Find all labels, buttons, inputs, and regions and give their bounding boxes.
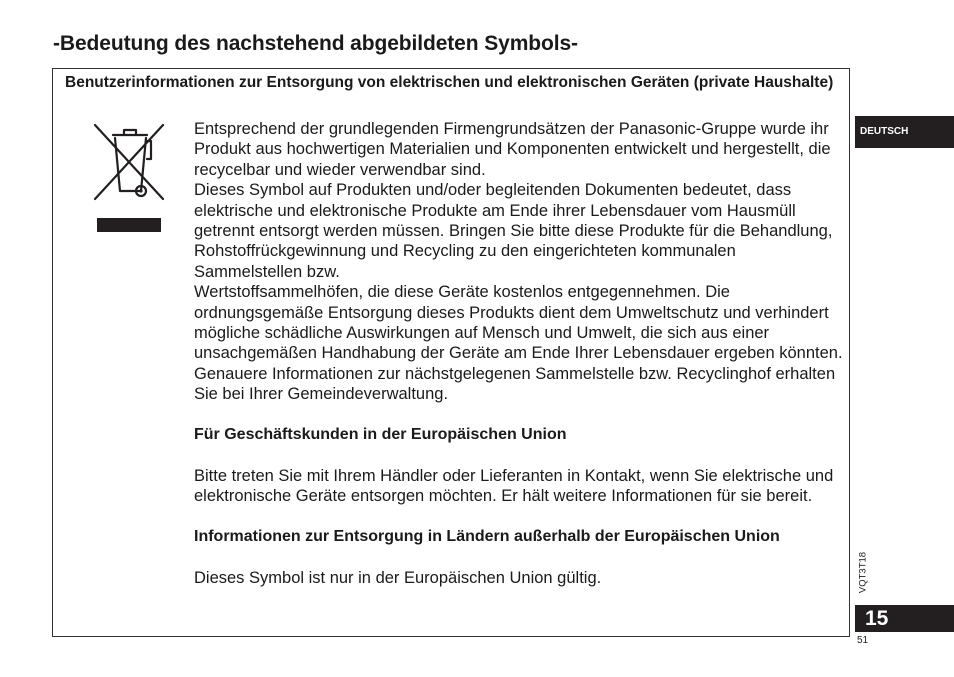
paragraph-symbol-meaning: Dieses Symbol auf Produkten und/oder begleitenden Dokumenten bedeutet, dass elektrische und elektronische Produkte am Ende ihrer Lebensdauer vom Hausmüll getrennt entsorgt werden müssen. Bringen Sie bitte diese Produkte für die Behandlung, Rohstoffrückgewinnung und Recycling zu den eingerichteten kommunalen Sammelstellen bzw. — [194, 181, 833, 281]
weee-info-box — [52, 68, 850, 637]
doc-code-text: VQT3T18 — [857, 551, 869, 594]
paragraph-intro: Entsprechend der grundlegenden Firmengrundsätzen der Panasonic-Gruppe wurde ihr Produkt aus hochwertigen Materialien und Komponenten entwickelt und hergestellt, die recycelbar und wieder verwendbar sind. — [194, 120, 831, 179]
outside-eu-text: Dieses Symbol ist nur in der Europäischen Union gültig. — [194, 568, 602, 587]
business-heading: Für Geschäftskunden in der Europäischen Union — [194, 426, 567, 444]
outside-eu-heading: Informationen zur Entsorgung in Ländern außerhalb der Europäischen Union — [194, 528, 780, 546]
page-number: 15 — [855, 605, 954, 632]
box-title: Benutzerinformationen zur Entsorgung von elektrischen und elektronischen Geräten (private Haushalte) — [65, 74, 834, 91]
page-heading: -Bedeutung des nachstehend abgebildeten Symbols- — [53, 32, 578, 55]
weee-marking-bar — [97, 218, 161, 232]
crossed-out-wheeled-bin-icon — [89, 119, 169, 205]
paragraph-collection-points: Wertstoffsammelhöfen, die diese Geräte kostenlos entgegennehmen. Die ordnungsgemäße Entsorgung dieses Produkts dient dem Umweltschutz und verhindert mögliche schädliche Auswirkungen auf Mensch und Umwelt, die sich aus einer unsachgemäßen Handhabung der Geräte am Ende Ihrer Lebensdauer ergeben könnten. — [194, 283, 843, 363]
language-tab: DEUTSCH — [855, 116, 954, 148]
page-sub-number: 51 — [857, 635, 869, 646]
paragraph-more-info: Genauere Informationen zur nächstgelegenen Sammelstelle bzw. Recyclinghof erhalten Sie bei Ihrer Gemeindeverwaltung. — [194, 364, 836, 404]
box-body — [194, 119, 844, 588]
doc-code — [857, 548, 869, 598]
business-text: Bitte treten Sie mit Ihrem Händler oder Lieferanten in Kontakt, wenn Sie elektrische und elektronische Geräte entsorgen möchten. Er hält weitere Informationen für sie bereit. — [194, 466, 834, 506]
